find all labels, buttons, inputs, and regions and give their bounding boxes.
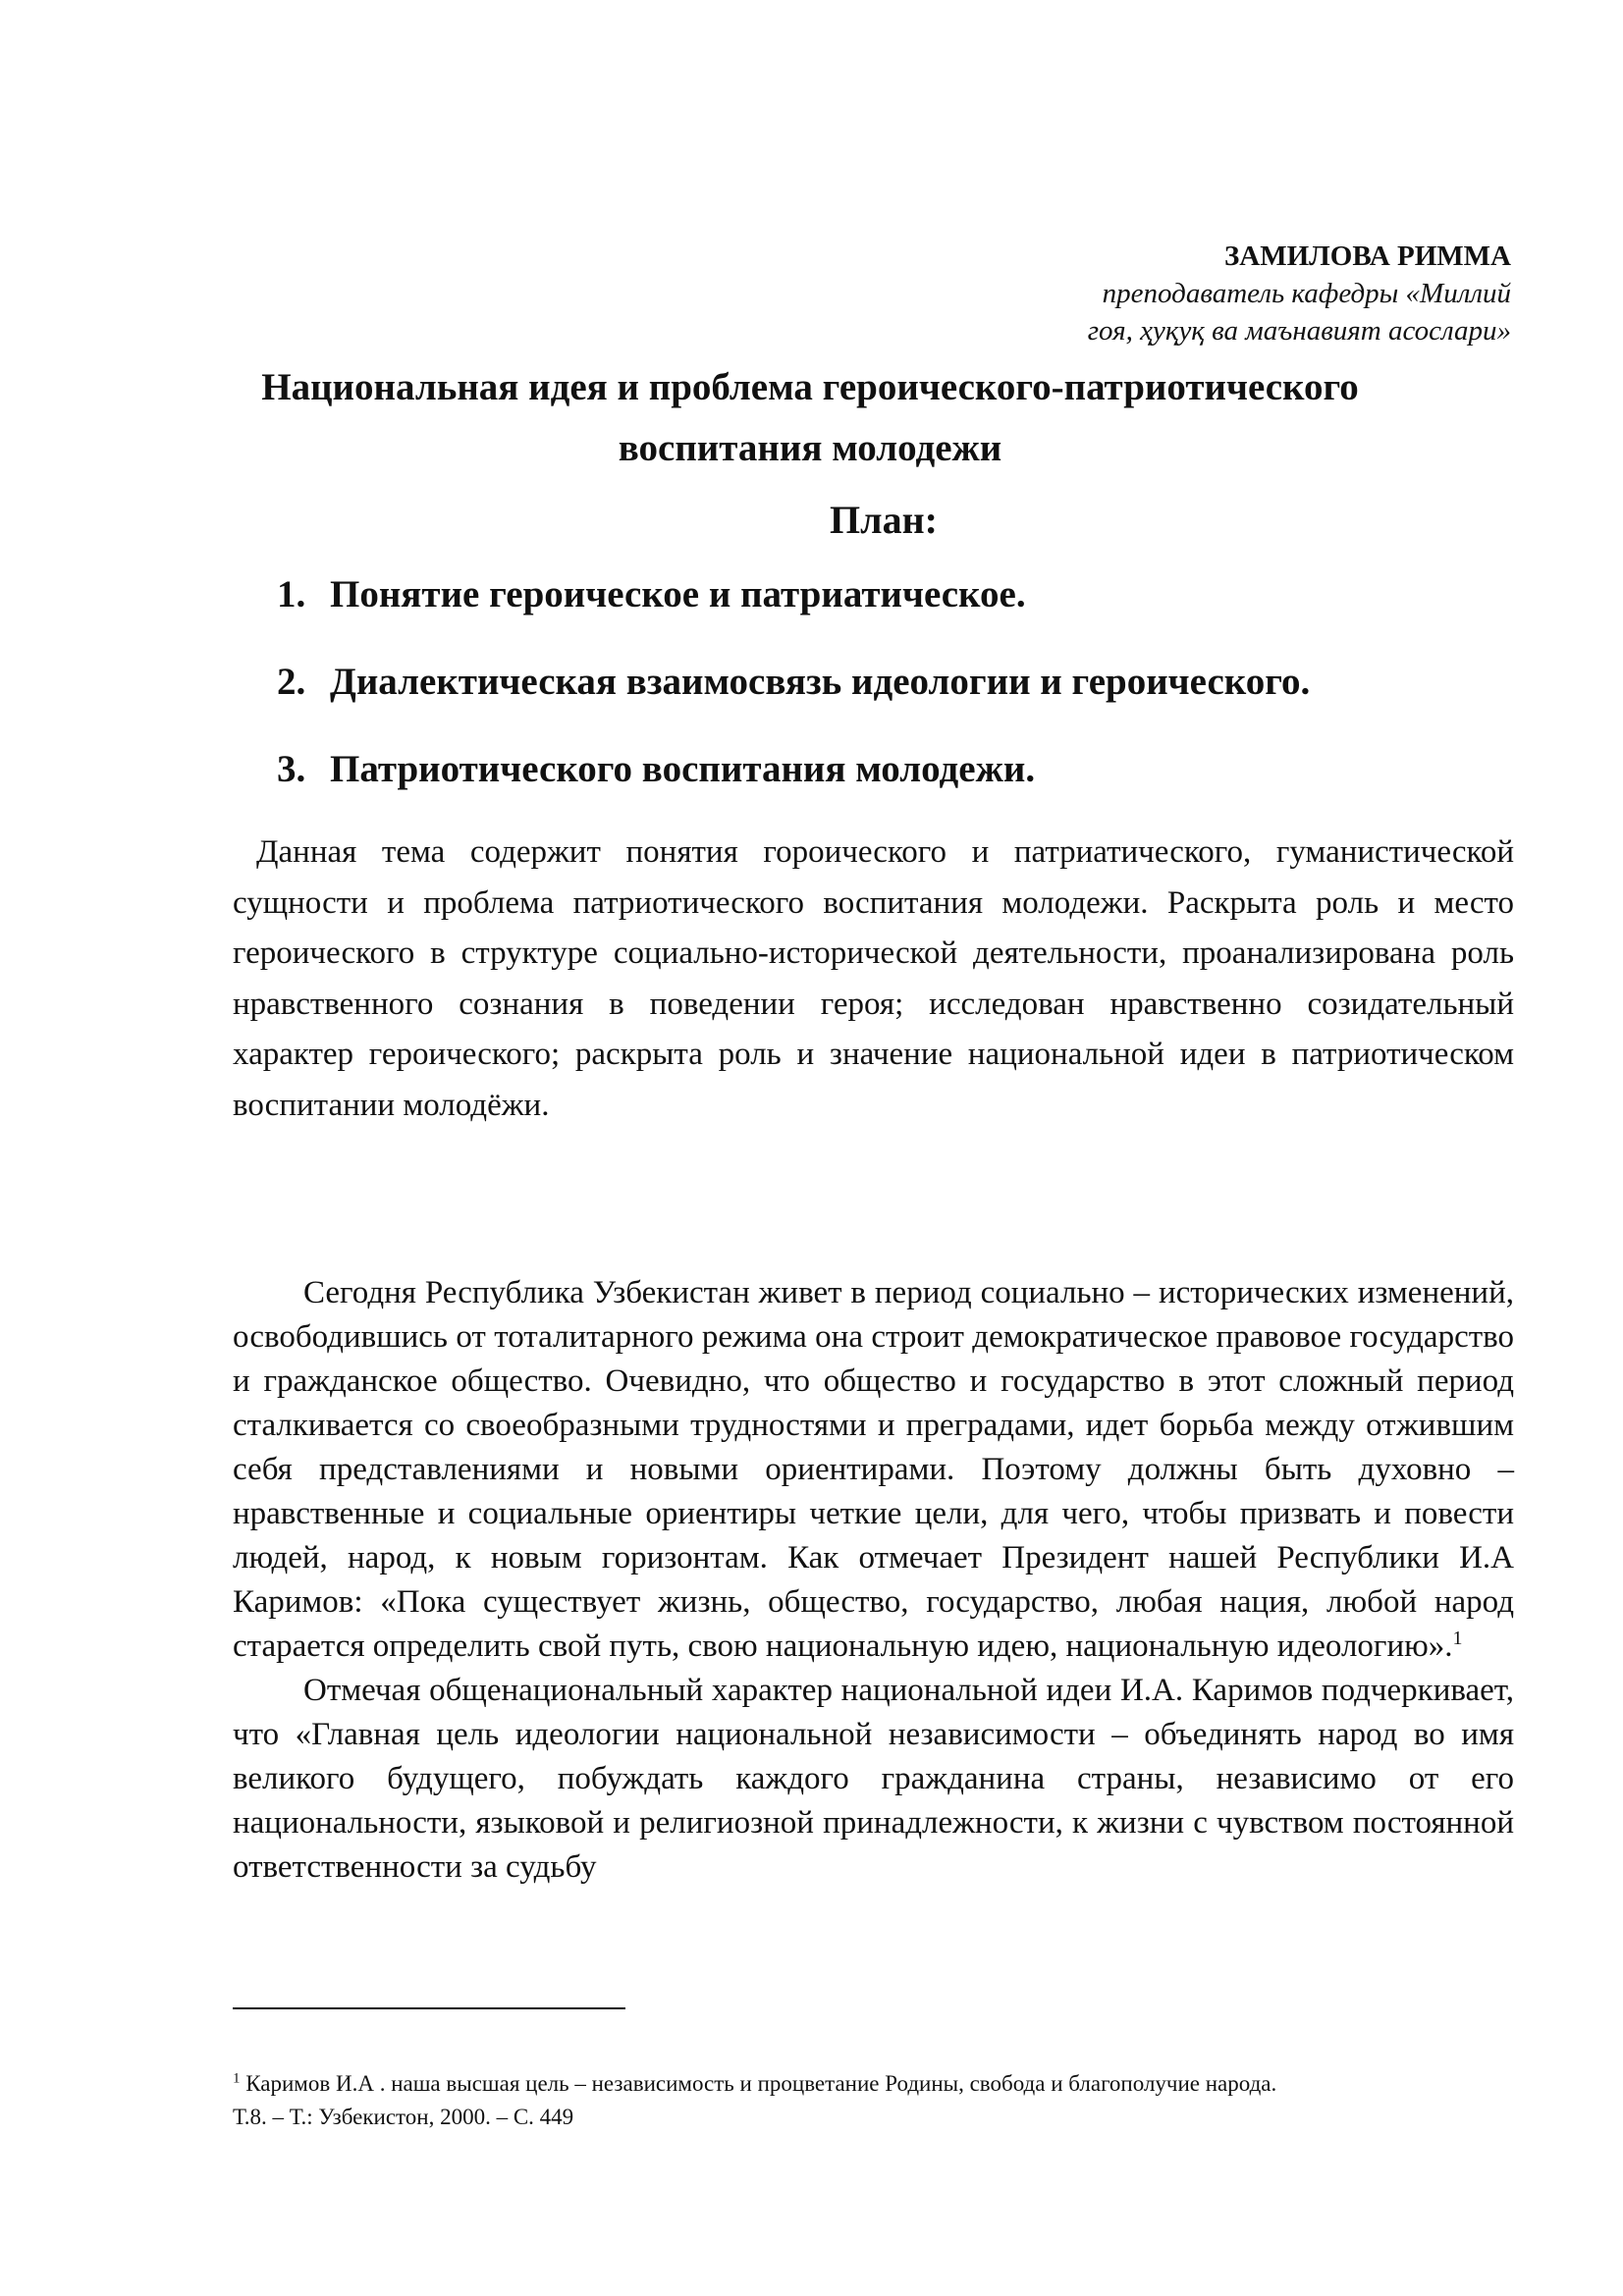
body-paragraph-2: Отмечая общенациональный характер национальной идеи И.А. Каримов подчеркивает, что «Главная цель идеологии национальной независимости – объединять народ во имя великого будущего, побуждать каждого гражданина страны, независимо от его национальности, языковой и религиозной принадлежности, к жизни с чувством постоянной ответственности за судьбу [233,1673,1514,1885]
body-paragraph-1 [233,1271,1514,1669]
author-role-line-2: гоя, ҳуқуқ ва маънавият асослари» [1087,315,1511,347]
plan-item-3 [277,744,1504,795]
footnote-mark: 1 [233,2070,241,2087]
plan-item-1 [277,569,1504,620]
plan-item-number: 2. [277,661,306,703]
plan-item-text: Патриотического воспитания молодежи. [330,748,1036,790]
footnote-line-1: Каримов И.А . наша высшая цель – независимость и процветание Родины, свобода и благополучие народа. [240,2071,1277,2096]
author-role-line-1: преподаватель кафедры «Миллий [1102,278,1511,309]
title-line-2: воспитания молодежи [618,427,1002,469]
footnote-divider [233,2007,625,2009]
plan-item-text: Диалектическая взаимосвязь идеологии и героического. [330,661,1311,703]
body-text [233,1271,1514,1890]
footnote-line-2: Т.8. – Т.: Узбекистон, 2000. – С. 449 [233,2105,574,2129]
plan-heading: План: [830,498,938,542]
footnote [233,2067,1539,2134]
plan-item-number: 3. [277,748,306,790]
plan-item-text: Понятие героическое и патриатическое. [330,573,1026,615]
plan-item-number: 1. [277,573,306,615]
body-paragraph-1-text: Сегодня Республика Узбекистан живет в период социально – исторических изменений, освободившись от тоталитарного режима она строит демократическое правовое государство и гражданское общество. Очевидно, что общество и государство в этот сложный период сталкивается со своеобразными трудностями и преградами, идет борьба между отжившим себя представлениями и новыми ориентирами. Поэтому должны быть духовно – нравственные и социальные ориентиры четкие цели, для чего, чтобы призвать и повести людей, народ, к новым горизонтам. Как отмечает Президент нашей Республики И.А Каримов: «Пока существует жизнь, общество, государство, любая нация, любой народ старается определить свой путь, свою национальную идею, национальную идеологию». [233,1275,1514,1664]
plan-list [277,569,1504,831]
document-title [196,357,1424,479]
footnote-reference[interactable]: 1 [1452,1628,1463,1649]
author-block [824,238,1511,349]
title-line-1: Национальная идея и проблема героического-патриотического [261,366,1359,408]
author-name: ЗАМИЛОВА РИММА [1223,240,1511,272]
abstract-paragraph: Данная тема содержит понятия гороического и патриатического, гуманистической сущности и проблема патриотического воспитания молодежи. Раскрыта роль и место героического в структуре социально-исторической деятельности, проанализирована роль нравственного сознания в поведении героя; исследован нравственно созидательный характер героического; раскрыта роль и значение национальной идеи в патриотическом воспитании молодёжи. [233,834,1514,1123]
plan-item-2 [277,657,1504,708]
